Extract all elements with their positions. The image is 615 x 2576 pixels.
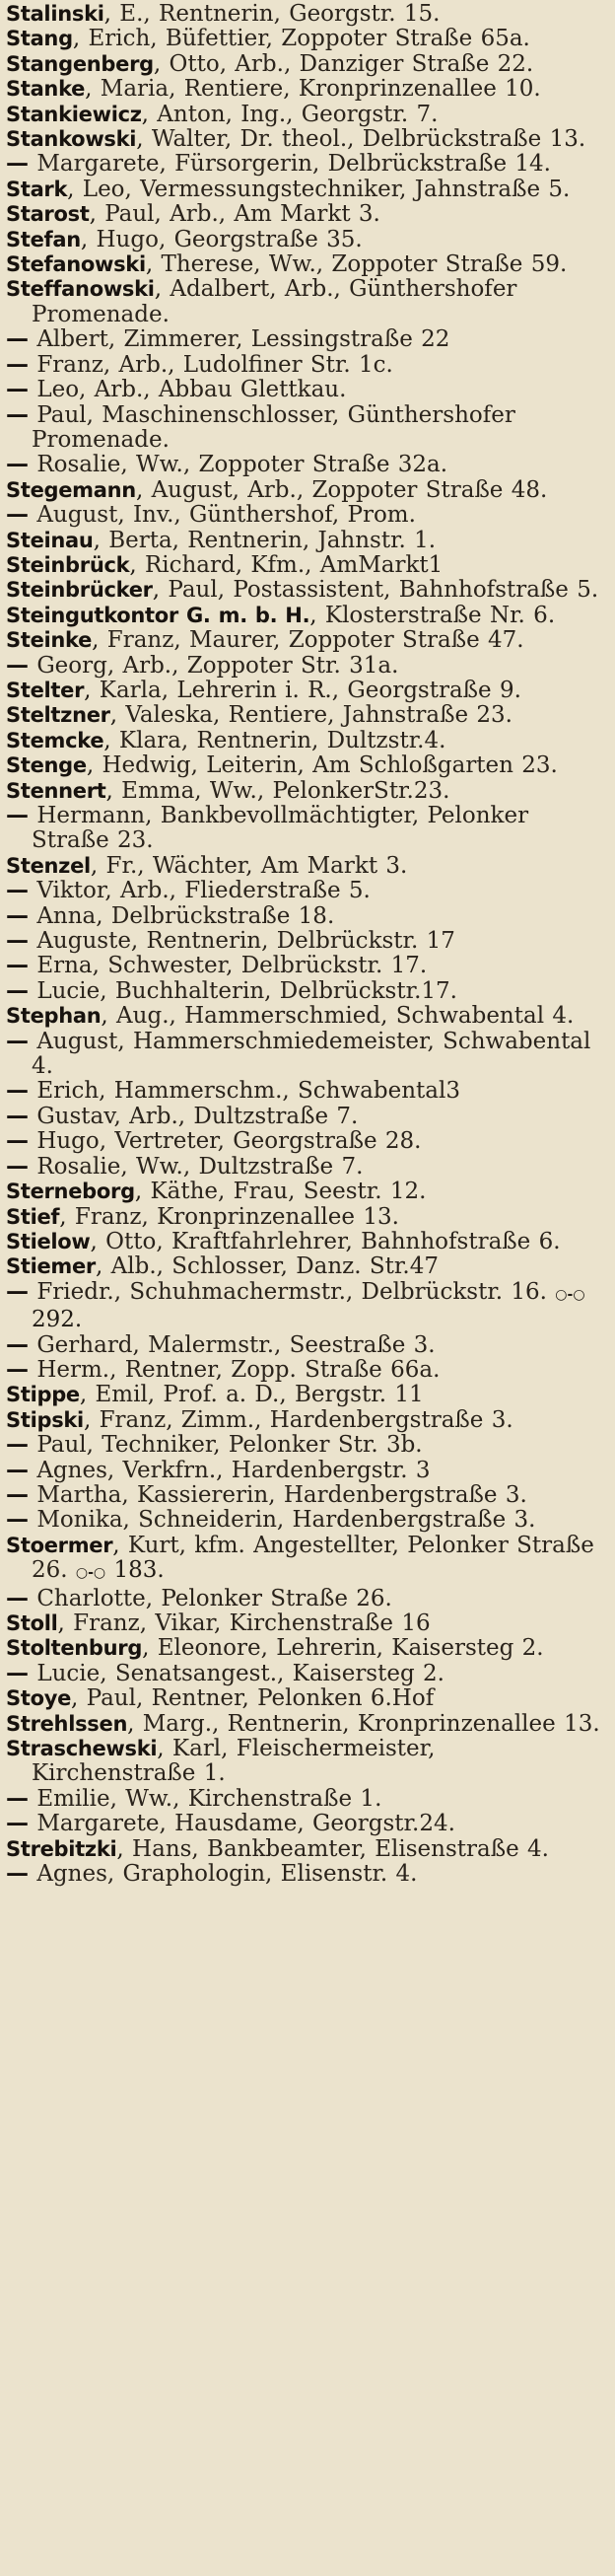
repeat-surname-dash: — xyxy=(6,1507,29,1534)
directory-entry xyxy=(6,202,607,227)
entry-surname: Steinbrücker xyxy=(6,578,153,603)
entry-surname: Stipski xyxy=(6,1407,84,1432)
entry-surname: Stangenberg xyxy=(6,51,154,76)
directory-entry xyxy=(6,103,607,127)
entry-separator: , xyxy=(127,1710,143,1737)
entry-surname: Stenge xyxy=(6,753,87,778)
entry-surname: Steinke xyxy=(6,628,93,653)
directory-entry xyxy=(6,654,607,679)
directory-entry xyxy=(6,1787,607,1812)
repeat-surname-dash: — xyxy=(6,1128,29,1155)
repeat-surname-dash: — xyxy=(6,1278,29,1305)
entry-details: Karla, Lehrerin i. R., Georgstraße 9. xyxy=(99,677,521,703)
directory-entry xyxy=(6,1534,607,1587)
directory-entry xyxy=(6,403,607,454)
entry-details: Margarete, Fürsorgerin, Delbrückstraße 14. xyxy=(36,151,551,178)
entry-separator: , xyxy=(96,1253,111,1280)
repeat-surname-dash: — xyxy=(6,928,29,955)
entry-details: Herm., Rentner, Zopp. Straße 66a. xyxy=(36,1356,441,1383)
entry-details: Karl, Fleischermeister, Kirchenstraße 1. xyxy=(32,1736,436,1787)
entry-details: Hermann, Bankbevollmächtigter, Pelonker Straße 23. xyxy=(32,803,529,854)
entry-surname: Stielow xyxy=(6,1229,91,1253)
entry-separator: , xyxy=(154,276,171,303)
entry-surname: Strehlssen xyxy=(6,1711,128,1736)
directory-entry xyxy=(6,1030,607,1080)
entry-surname: Strebitzki xyxy=(6,1836,117,1861)
repeat-surname-dash: — xyxy=(6,1078,29,1105)
directory-entry xyxy=(6,327,607,352)
entry-details: E., Rentnerin, Georgstr. 15. xyxy=(119,1,441,27)
directory-entry xyxy=(6,453,607,477)
entry-details: Paul, Maschinenschlosser, Günthershofer Promenade. xyxy=(32,401,515,453)
directory-entry xyxy=(6,52,607,77)
repeat-surname-dash: — xyxy=(6,1861,29,1888)
entry-separator: , xyxy=(59,1203,75,1230)
directory-entry xyxy=(6,277,607,327)
entry-surname: Steffanowski xyxy=(6,277,155,302)
entry-details: Franz, Vikar, Kirchenstraße 16 xyxy=(73,1610,431,1636)
directory-entry xyxy=(6,1004,607,1029)
telephone-icon: ○-○ xyxy=(555,1286,585,1303)
entry-details: Otto, Arb., Danziger Straße 22. xyxy=(169,50,534,77)
entry-details: Erich, Hammerschm., Schwabental3 xyxy=(36,1078,460,1105)
entry-details: Klosterstraße Nr. 6. xyxy=(324,602,556,628)
entry-surname: Stoltenburg xyxy=(6,1636,143,1661)
telephone-icon: ○-○ xyxy=(75,1565,106,1582)
entry-details: Rosalie, Ww., Zoppoter Straße 32a. xyxy=(36,452,448,478)
entry-details: Aug., Hammerschmied, Schwabental 4. xyxy=(116,1003,575,1030)
directory-entry xyxy=(6,1837,607,1862)
entry-separator: , xyxy=(71,1685,87,1712)
entry-details: Alb., Schlosser, Danz. Str.47 xyxy=(110,1253,439,1280)
entry-surname: Stefanowski xyxy=(6,252,146,277)
directory-entry xyxy=(6,1383,607,1407)
entry-separator: , xyxy=(72,26,89,52)
directory-entry xyxy=(6,1433,607,1458)
directory-entry-list xyxy=(6,2,607,1887)
entry-surname: Steinbrück xyxy=(6,552,130,577)
directory-entry xyxy=(6,1180,607,1204)
repeat-surname-dash: — xyxy=(6,351,29,378)
directory-entry xyxy=(6,879,607,903)
directory-entry xyxy=(6,1737,607,1787)
entry-surname: Straschewski xyxy=(6,1737,158,1761)
entry-details: Maria, Rentiere, Kronprinzenallee 10. xyxy=(100,76,541,103)
entry-details: Viktor, Arb., Fliederstraße 5. xyxy=(36,878,371,904)
entry-details: Leo, Vermessungstechniker, Jahnstraße 5. xyxy=(82,176,571,202)
directory-entry xyxy=(6,553,607,578)
repeat-surname-dash: — xyxy=(6,1432,29,1459)
entry-surname: Stelter xyxy=(6,678,85,702)
repeat-surname-dash: — xyxy=(6,1457,29,1483)
directory-entry xyxy=(6,77,607,102)
entry-details: Charlotte, Pelonker Straße 26. xyxy=(36,1585,392,1611)
directory-entry xyxy=(6,1483,607,1508)
entry-separator: , xyxy=(57,1610,74,1636)
entry-details: Paul, Rentner, Pelonken 6.Hof xyxy=(86,1685,435,1712)
directory-entry xyxy=(6,1812,607,1836)
entry-separator: , xyxy=(116,1835,133,1862)
repeat-surname-dash: — xyxy=(6,652,29,679)
entry-details: Gustav, Arb., Dultzstraße 7. xyxy=(36,1103,359,1129)
directory-entry xyxy=(6,1079,607,1104)
repeat-surname-dash: — xyxy=(6,1660,29,1686)
entry-separator: , xyxy=(157,1736,172,1762)
entry-details: Richard, Kfm., AmMarkt1 xyxy=(144,551,444,578)
entry-details: Paul, Techniker, Pelonker Str. 3b. xyxy=(36,1432,423,1459)
directory-entry xyxy=(6,478,607,503)
repeat-surname-dash: — xyxy=(6,1811,29,1837)
entry-details: Emil, Prof. a. D., Bergstr. 11 xyxy=(95,1382,424,1408)
entry-details: Marg., Rentnerin, Kronprinzenallee 13. xyxy=(142,1710,600,1737)
entry-separator: , xyxy=(84,677,100,703)
entry-surname: Stoermer xyxy=(6,1533,113,1557)
entry-separator: , xyxy=(92,627,107,654)
directory-entry xyxy=(6,954,607,978)
entry-surname: Stankowski xyxy=(6,127,137,152)
entry-details: Emilie, Ww., Kirchenstraße 1. xyxy=(36,1785,382,1812)
entry-separator: , xyxy=(86,752,102,779)
entry-separator: , xyxy=(85,76,101,103)
entry-details: Monika, Schneiderin, Hardenbergstraße 3. xyxy=(36,1507,536,1534)
entry-details: Valeska, Rentiere, Jahnstraße 23. xyxy=(125,702,512,729)
entry-surname: Stemcke xyxy=(6,728,104,752)
directory-entry xyxy=(6,703,607,728)
entry-details: Hugo, Georgstraße 35. xyxy=(96,226,363,252)
directory-entry xyxy=(6,779,607,804)
entry-details: Otto, Kraftfahrlehrer, Bahnhofstraße 6. xyxy=(105,1228,561,1254)
entry-details: Albert, Zimmerer, Lessingstraße 22 xyxy=(36,326,450,353)
entry-details: Franz, Arb., Ludolfiner Str. 1c. xyxy=(36,351,393,378)
directory-entry xyxy=(6,228,607,252)
entry-separator: , xyxy=(309,602,325,628)
directory-entry xyxy=(6,1712,607,1737)
entry-details: August, Hammerschmiedemeister, Schwabental 4. xyxy=(32,1028,591,1080)
entry-separator: , xyxy=(152,577,169,604)
entry-separator: , xyxy=(134,1179,151,1205)
entry-details: Agnes, Graphologin, Elisenstr. 4. xyxy=(36,1861,418,1888)
directory-entry xyxy=(6,1333,607,1358)
entry-surname: Stenzel xyxy=(6,853,91,878)
entry-separator: , xyxy=(103,1,120,27)
entry-details: Anton, Ing., Georgstr. 7. xyxy=(157,101,439,127)
repeat-surname-dash: — xyxy=(6,326,29,353)
entry-surname: Stefan xyxy=(6,227,81,251)
entry-details: Hugo, Vertreter, Georgstraße 28. xyxy=(36,1128,422,1155)
entry-details: Georg, Arb., Zoppoter Str. 31a. xyxy=(36,652,399,679)
directory-entry xyxy=(6,804,607,854)
entry-details: Therese, Ww., Zoppoter Straße 59. xyxy=(161,251,568,278)
entry-surname: Steltzner xyxy=(6,703,110,728)
entry-details: Leo, Arb., Abbau Glettkau. xyxy=(36,377,347,403)
entry-surname: Sterneborg xyxy=(6,1180,135,1204)
entry-details: Franz, Maurer, Zoppoter Straße 47. xyxy=(106,627,524,654)
entry-details: Lucie, Senatsangest., Kaisersteg 2. xyxy=(36,1660,444,1686)
directory-entry xyxy=(6,152,607,177)
repeat-surname-dash: — xyxy=(6,1356,29,1383)
entry-details: Martha, Kassiererin, Hardenbergstraße 3. xyxy=(36,1481,527,1508)
directory-entry xyxy=(6,178,607,202)
entry-separator: , xyxy=(109,702,126,729)
repeat-surname-dash: — xyxy=(6,977,29,1004)
directory-entry xyxy=(6,1862,607,1887)
entry-details: Paul, Postassistent, Bahnhofstraße 5. xyxy=(168,577,599,604)
entry-details: Gerhard, Malermstr., Seestraße 3. xyxy=(36,1331,436,1358)
repeat-surname-dash: — xyxy=(6,902,29,929)
entry-details: Fr., Wächter, Am Markt 3. xyxy=(105,852,408,879)
entry-details: Hans, Bankbeamter, Elisenstraße 4. xyxy=(132,1835,549,1862)
entry-separator: , xyxy=(83,1406,100,1433)
repeat-surname-dash: — xyxy=(6,1028,29,1054)
directory-entry xyxy=(6,679,607,703)
entry-details: Franz, Zimm., Hardenbergstraße 3. xyxy=(99,1406,513,1433)
repeat-surname-dash: — xyxy=(6,1153,29,1180)
entry-separator: , xyxy=(105,777,122,804)
entry-separator: , xyxy=(89,201,105,228)
directory-entry xyxy=(6,1280,607,1333)
entry-surname: Starost xyxy=(6,202,90,227)
telephone-number: 183. xyxy=(113,1557,165,1584)
repeat-surname-dash: — xyxy=(6,151,29,178)
entry-details: Klara, Rentnerin, Dultzstr.4. xyxy=(118,727,446,753)
entry-separator: , xyxy=(142,1635,158,1662)
directory-entry xyxy=(6,1508,607,1533)
entry-details: Walter, Dr. theol., Delbrückstraße 13. xyxy=(151,126,586,153)
repeat-surname-dash: — xyxy=(6,878,29,904)
directory-entry xyxy=(6,929,607,954)
entry-surname: Stephan xyxy=(6,1004,102,1029)
repeat-surname-dash: — xyxy=(6,502,29,529)
directory-entry xyxy=(6,1662,607,1686)
entry-details: Franz, Kronprinzenallee 13. xyxy=(74,1203,399,1230)
entry-details: Adalbert, Arb., Günthershofer Promenade. xyxy=(32,276,517,327)
entry-details: Erich, Büfettier, Zoppoter Straße 65a. xyxy=(88,26,530,52)
directory-entry xyxy=(6,252,607,277)
directory-entry xyxy=(6,604,607,628)
entry-details: Paul, Arb., Am Markt 3. xyxy=(104,201,380,228)
directory-entry xyxy=(6,1686,607,1711)
entry-separator: , xyxy=(90,852,106,879)
entry-separator: , xyxy=(80,226,97,252)
entry-details: Lucie, Buchhalterin, Delbrückstr.17. xyxy=(36,977,457,1004)
directory-entry xyxy=(6,1254,607,1279)
directory-entry xyxy=(6,27,607,51)
entry-separator: , xyxy=(129,551,145,578)
directory-entry xyxy=(6,1205,607,1230)
entry-separator: , xyxy=(153,50,170,77)
entry-separator: , xyxy=(67,176,83,202)
directory-entry xyxy=(6,503,607,528)
repeat-surname-dash: — xyxy=(6,1785,29,1812)
entry-details: Emma, Ww., PelonkerStr.23. xyxy=(121,777,450,804)
entry-surname: Stark xyxy=(6,177,68,201)
directory-entry xyxy=(6,2,607,27)
entry-separator: , xyxy=(136,126,152,153)
directory-entry xyxy=(6,1358,607,1383)
entry-separator: , xyxy=(90,1228,106,1254)
entry-separator: , xyxy=(145,251,162,278)
directory-entry xyxy=(6,378,607,402)
entry-details: Rosalie, Ww., Dultzstraße 7. xyxy=(36,1153,364,1180)
repeat-surname-dash: — xyxy=(6,377,29,403)
entry-surname: Stang xyxy=(6,27,73,51)
directory-entry xyxy=(6,1129,607,1154)
entry-surname: Stanke xyxy=(6,77,86,102)
directory-entry xyxy=(6,1611,607,1636)
entry-details: Käthe, Frau, Seestr. 12. xyxy=(150,1179,427,1205)
entry-surname: Stippe xyxy=(6,1383,80,1407)
entry-details: August, Arb., Zoppoter Straße 48. xyxy=(151,476,548,503)
entry-details: Margarete, Hausdame, Georgstr.24. xyxy=(36,1811,455,1837)
entry-details: Agnes, Verkfrn., Hardenbergstr. 3 xyxy=(36,1457,431,1483)
entry-surname: Stankiewicz xyxy=(6,102,142,126)
directory-entry xyxy=(6,1587,607,1611)
repeat-surname-dash: — xyxy=(6,452,29,478)
repeat-surname-dash: — xyxy=(6,1331,29,1358)
entry-separator: , xyxy=(79,1382,96,1408)
entry-separator: , xyxy=(103,727,119,753)
entry-surname: Stennert xyxy=(6,778,106,803)
entry-surname: Stoll xyxy=(6,1611,58,1635)
repeat-surname-dash: — xyxy=(6,953,29,979)
repeat-surname-dash: — xyxy=(6,1103,29,1129)
entry-details: Anna, Delbrückstraße 18. xyxy=(36,902,335,929)
entry-separator: , xyxy=(93,527,109,553)
directory-entry xyxy=(6,529,607,553)
entry-details: Auguste, Rentnerin, Delbrückstr. 17 xyxy=(36,928,455,955)
entry-details: August, Inv., Günthershof, Prom. xyxy=(36,502,416,529)
entry-details: Eleonore, Lehrerin, Kaisersteg 2. xyxy=(157,1635,544,1662)
directory-entry xyxy=(6,127,607,152)
entry-surname: Stief xyxy=(6,1204,60,1229)
directory-entry xyxy=(6,353,607,378)
entry-separator: , xyxy=(112,1532,128,1558)
entry-surname: Stiemer xyxy=(6,1254,96,1279)
telephone-number: 292. xyxy=(32,1307,83,1333)
entry-details: Hedwig, Leiterin, Am Schloßgarten 23. xyxy=(102,752,558,779)
entry-details: Kurt, kfm. Angestellter, Pelonker Straße 26. xyxy=(32,1532,594,1584)
directory-entry xyxy=(6,1230,607,1254)
entry-details: Berta, Rentnerin, Jahnstr. 1. xyxy=(108,527,437,553)
directory-entry xyxy=(6,628,607,653)
directory-entry xyxy=(6,1155,607,1180)
entry-separator: , xyxy=(141,101,158,127)
entry-details: Friedr., Schuhmachermstr., Delbrückstr. 16. xyxy=(36,1278,547,1305)
directory-entry xyxy=(6,1636,607,1661)
repeat-surname-dash: — xyxy=(6,401,29,428)
directory-entry xyxy=(6,1105,607,1129)
directory-entry xyxy=(6,1459,607,1483)
entry-surname: Stegemann xyxy=(6,477,136,502)
entry-details: Erna, Schwester, Delbrückstr. 17. xyxy=(36,953,428,979)
repeat-surname-dash: — xyxy=(6,803,29,828)
entry-surname: Stalinski xyxy=(6,2,104,26)
directory-entry xyxy=(6,854,607,879)
directory-entry xyxy=(6,729,607,753)
entry-separator: , xyxy=(135,476,152,503)
directory-entry xyxy=(6,904,607,929)
entry-separator: , xyxy=(101,1003,117,1030)
entry-surname: Steinau xyxy=(6,528,94,552)
directory-entry xyxy=(6,979,607,1004)
repeat-surname-dash: — xyxy=(6,1585,29,1611)
directory-entry xyxy=(6,753,607,778)
entry-surname: Stoye xyxy=(6,1686,72,1711)
repeat-surname-dash: — xyxy=(6,1481,29,1508)
directory-entry xyxy=(6,578,607,603)
entry-surname: Steingutkontor G. m. b. H. xyxy=(6,603,310,627)
directory-entry xyxy=(6,1408,607,1433)
